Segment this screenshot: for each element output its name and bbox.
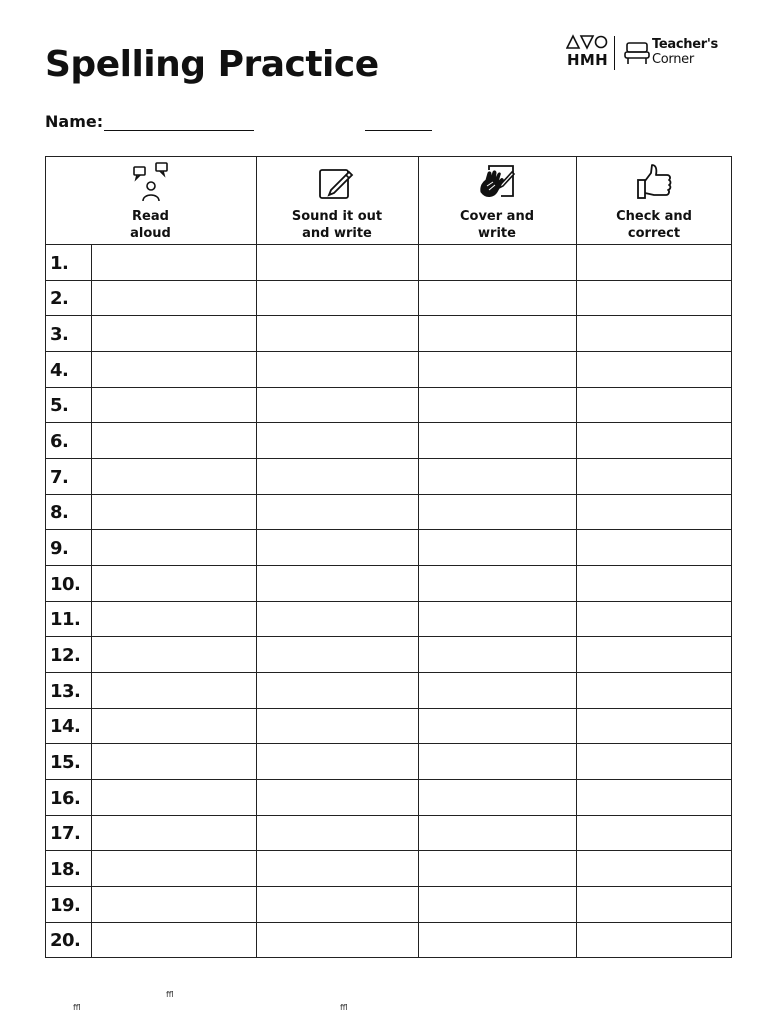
logo-divider xyxy=(614,36,615,70)
row-number: 16. xyxy=(50,788,81,809)
row-number: 13. xyxy=(50,681,81,702)
row-number: 7. xyxy=(50,467,69,488)
row-number: 19. xyxy=(50,895,81,916)
row-divider xyxy=(45,280,732,281)
thumbs-up-icon xyxy=(634,162,674,202)
row-divider xyxy=(45,565,732,566)
row-number: 15. xyxy=(50,752,81,773)
hmh-teachers-corner-logo xyxy=(566,34,726,74)
page-title: Spelling Practice xyxy=(45,44,379,85)
row-number: 11. xyxy=(50,609,81,630)
row-divider xyxy=(45,458,732,459)
row-divider xyxy=(45,779,732,780)
name-label: Name: xyxy=(45,112,104,131)
table-border xyxy=(45,156,732,958)
hmh-shapes-icon xyxy=(566,34,608,50)
row-number: 4. xyxy=(50,360,69,381)
spelling-table xyxy=(45,156,732,958)
logo-product-line2: Corner xyxy=(652,52,694,67)
date-field-line[interactable] xyxy=(365,130,432,131)
row-divider xyxy=(45,494,732,495)
row-divider xyxy=(45,922,732,923)
row-number: 20. xyxy=(50,930,81,951)
column-divider xyxy=(576,156,577,958)
row-number: 14. xyxy=(50,716,81,737)
row-divider xyxy=(45,351,732,352)
footer-mark: ffl xyxy=(340,1003,348,1012)
column-header-label: Cover and write xyxy=(459,209,535,241)
chair-icon xyxy=(624,40,650,66)
row-number: 9. xyxy=(50,538,69,559)
column-header-label: Read aloud xyxy=(130,209,171,241)
column-header-cover-and-write xyxy=(418,156,576,244)
pencil-square-icon xyxy=(317,162,357,202)
row-divider xyxy=(45,815,732,816)
row-number: 1. xyxy=(50,253,69,274)
footer-mark: ffl xyxy=(166,990,174,999)
column-divider xyxy=(418,156,419,958)
row-divider xyxy=(45,387,732,388)
row-number: 3. xyxy=(50,324,69,345)
hand-cover-icon xyxy=(477,162,517,202)
row-number: 5. xyxy=(50,395,69,416)
row-divider xyxy=(45,422,732,423)
column-header-sound-it-out xyxy=(256,156,418,244)
column-header-check-and-correct xyxy=(576,156,732,244)
row-number: 2. xyxy=(50,288,69,309)
row-divider xyxy=(45,672,732,673)
row-number: 12. xyxy=(50,645,81,666)
row-divider xyxy=(45,529,732,530)
footer-mark: ffl xyxy=(73,1003,81,1012)
logo-brand: HMH xyxy=(567,51,608,69)
row-divider xyxy=(45,743,732,744)
column-divider xyxy=(256,156,257,958)
row-divider xyxy=(45,850,732,851)
name-field-line[interactable] xyxy=(104,130,254,131)
row-number: 10. xyxy=(50,574,81,595)
row-divider xyxy=(45,315,732,316)
speech-person-icon xyxy=(131,162,171,202)
row-number: 8. xyxy=(50,502,69,523)
row-divider xyxy=(45,601,732,602)
header-divider xyxy=(45,244,732,245)
row-number: 6. xyxy=(50,431,69,452)
row-number: 17. xyxy=(50,823,81,844)
column-header-read-aloud xyxy=(45,156,256,244)
row-divider xyxy=(45,886,732,887)
logo-product xyxy=(652,37,718,67)
logo-product-line1: Teacher's xyxy=(652,37,718,52)
row-divider xyxy=(45,708,732,709)
row-number: 18. xyxy=(50,859,81,880)
column-header-label: Sound it out and write xyxy=(291,209,383,241)
row-divider xyxy=(45,636,732,637)
column-header-label: Check and correct xyxy=(616,209,692,241)
